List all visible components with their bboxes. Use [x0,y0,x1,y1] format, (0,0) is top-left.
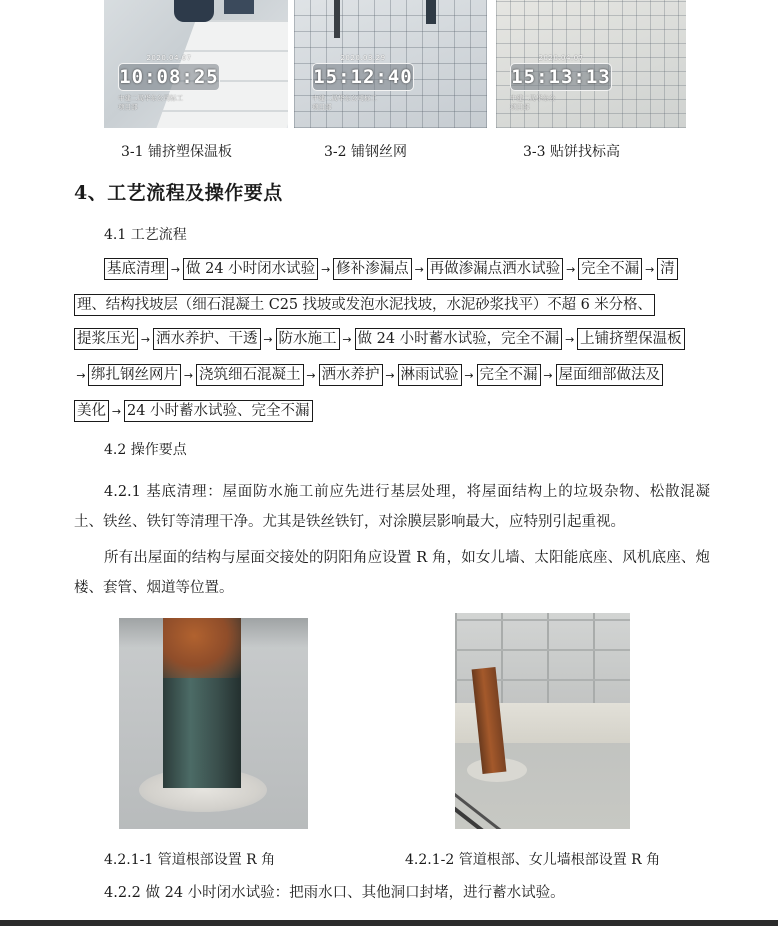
worker-shape [224,0,254,14]
watermark-location: 中建二局华东公司标工 [312,94,377,102]
arrow-right-icon: → [140,333,151,346]
flow-step: 基底清理 [104,258,168,280]
watermark-date: 2020.04.07 [538,54,584,62]
photo-pipe-parapet-r-corner [455,613,630,829]
watermark-time: 15:13:13 [510,63,612,91]
photo-pipe-root-r-corner [119,618,308,829]
arrow-right-icon: → [464,369,474,382]
photo-caption: 4.2.1-1 管道根部设置 R 角 [104,852,276,868]
flow-step: 浇筑细石混凝土 [196,364,304,386]
watermark-location: 中建二局华东公司标工 [118,94,183,102]
timestamp-watermark [118,54,220,111]
arrow-right-icon: → [306,369,316,382]
arrow-right-icon: → [342,333,352,346]
flow-line [74,258,678,282]
arrow-right-icon: → [414,263,424,276]
flow-step-split: 美化 [74,400,109,422]
flow-step: 做 24 小时蓄水试验，完全不漏 [355,328,563,350]
photo-caption: 3-2 铺钢丝网 [324,144,407,160]
photo-caption: 3-1 铺挤塑保温板 [121,144,232,160]
flow-step-split: 清 [657,258,678,280]
flow-step: 24 小时蓄水试验、完全不漏 [124,400,313,422]
watermark-sub: 项目部 [312,103,332,111]
flow-step: 上铺挤塑保温板 [577,328,685,350]
arrow-right-icon: → [565,333,575,346]
flow-line [74,294,655,318]
flow-step: 做 24 小时闭水试验 [183,258,318,280]
watermark-sub: 项目部 [118,103,138,111]
watermark-date: 2020.03.29 [340,54,386,62]
photo-extruded-insulation-board [104,0,288,128]
flow-step-split: 理、结构找坡层（细石混凝土 C25 找坡或发泡水泥找坡，水泥砂浆找平）不超 6 米分格、 [74,294,655,316]
arrow-right-icon: → [543,369,553,382]
arrow-right-icon: → [385,369,395,382]
post-shape [426,0,436,24]
watermark-time: 10:08:25 [118,63,220,91]
watermark-time: 15:12:40 [312,63,414,91]
photo-steel-wire-mesh [294,0,487,128]
paragraph-r-corner: 所有出屋面的结构与屋面交接处的阴阳角应设置 R 角，如女儿墙、太阳能底座、风机底座、炮楼、套管、烟道等位置。 [74,550,710,596]
photo-caption: 3-3 贴饼找标高 [523,144,620,160]
page-bottom-bar [0,920,778,926]
flow-line [74,364,663,388]
paragraph-base-cleaning: 4.2.1 基底清理：屋面防水施工前应先进行基层处理，将屋面结构上的垃圾杂物、松散混凝土、铁丝、铁钉等清理干净。尤其是铁丝铁钉，对涂膜层影响最大，应特别引起重视。 [74,484,710,530]
timestamp-watermark [312,54,414,111]
flow-step: 再做渗漏点洒水试验 [427,258,564,280]
flow-step: 防水施工 [276,328,340,350]
flow-step: 修补渗漏点 [333,258,412,280]
flow-step-split: 屋面细部做法及 [556,364,664,386]
arrow-right-icon: → [76,369,86,382]
arrow-right-icon: → [183,369,194,382]
subsection-title: 4.2 操作要点 [104,442,187,458]
flow-step: 淋雨试验 [398,364,462,386]
flow-step: 提浆压光 [74,328,138,350]
watermark-sub: 项目部 [510,103,530,111]
paragraph-water-test: 4.2.2 做 24 小时闭水试验：把雨水口、其他洞口封堵，进行蓄水试验。 [104,885,565,901]
rebar-shape [455,791,553,829]
flow-line [74,400,313,424]
arrow-right-icon: → [170,263,181,276]
arrow-right-icon: → [111,405,122,418]
timestamp-watermark [510,54,612,111]
watermark-location: 中建二局华东公 [510,94,556,102]
post-shape [334,0,340,38]
flow-line [74,328,685,352]
photo-caption: 4.2.1-2 管道根部、女儿墙根部设置 R 角 [405,852,661,868]
flow-step: 绑扎钢丝网片 [88,364,181,386]
rust-shape [163,618,241,678]
subsection-title: 4.1 工艺流程 [104,227,187,243]
arrow-right-icon: → [566,263,576,276]
flow-step: 完全不漏 [578,258,642,280]
arrow-right-icon: → [321,263,331,276]
flow-step: 完全不漏 [477,364,541,386]
arrow-right-icon: → [645,263,655,276]
watermark-date: 2020.04.07 [146,54,192,62]
photo-leveling-marks [496,0,686,128]
arrow-right-icon: → [263,333,273,346]
section-heading: 4、工艺流程及操作要点 [74,182,283,204]
flow-step: 洒水养护 [319,364,383,386]
worker-shape [174,0,214,22]
flow-step: 洒水养护、干透 [153,328,261,350]
